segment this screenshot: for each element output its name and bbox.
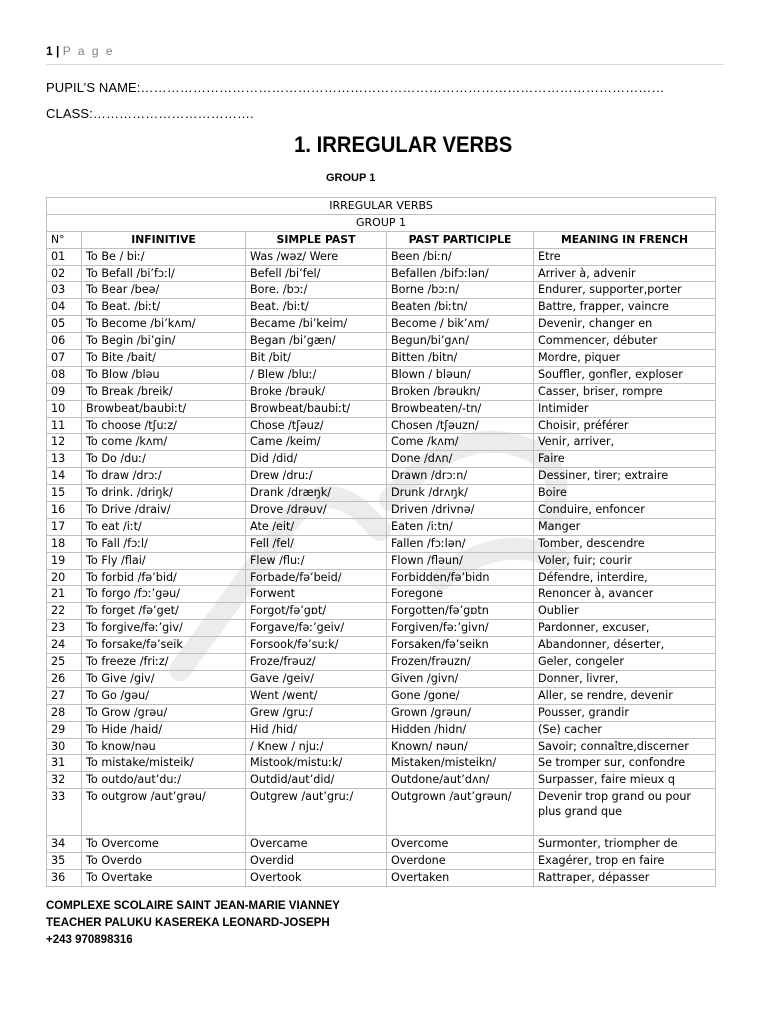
verb-past-participle: Outdone/aut’dʌn/ xyxy=(387,772,534,789)
table-row xyxy=(47,637,716,654)
verb-simple-past: Forsook/fə’suːk/ xyxy=(246,637,387,654)
verb-simple-past: Fell /fel/ xyxy=(246,535,387,552)
verb-simple-past: / Blew /bluː/ xyxy=(246,366,387,383)
verb-meaning-french: Voler, fuir; courir xyxy=(534,552,716,569)
page-label: P a g e xyxy=(62,44,115,58)
verb-past-participle: Forbidden/fə’bidn xyxy=(387,569,534,586)
verb-past-participle: Become / bik’ʌm/ xyxy=(387,316,534,333)
verb-past-participle: Bitten /bitn/ xyxy=(387,350,534,367)
verb-meaning-french: Pousser, grandir xyxy=(534,704,716,721)
verb-number: 05 xyxy=(47,316,82,333)
verb-infinitive: To draw /drɔː/ xyxy=(82,468,246,485)
table-caption: IRREGULAR VERBS xyxy=(47,198,716,215)
verb-number: 10 xyxy=(47,400,82,417)
verb-past-participle: Hidden /hidn/ xyxy=(387,721,534,738)
verb-simple-past: Chose /tʃəuz/ xyxy=(246,417,387,434)
verb-meaning-french: Devenir trop grand ou pour plus grand que xyxy=(534,789,716,836)
verb-infinitive: To choose /tʃuːz/ xyxy=(82,417,246,434)
verb-number: 01 xyxy=(47,248,82,265)
col-header-infinitive: INFINITIVE xyxy=(82,231,246,248)
verb-number: 11 xyxy=(47,417,82,434)
verb-meaning-french: Devenir, changer en xyxy=(534,316,716,333)
verb-number: 12 xyxy=(47,434,82,451)
table-row xyxy=(47,451,716,468)
verb-simple-past: Overdid xyxy=(246,853,387,870)
verb-past-participle: Flown /fləun/ xyxy=(387,552,534,569)
col-header-number: N° xyxy=(47,231,82,248)
verb-meaning-french: Manger xyxy=(534,518,716,535)
verb-past-participle: Chosen /tʃəuzn/ xyxy=(387,417,534,434)
verb-past-participle: Grown /grəun/ xyxy=(387,704,534,721)
verb-simple-past: Outgrew /aut’gruː/ xyxy=(246,789,387,836)
table-row xyxy=(47,485,716,502)
verb-meaning-french: Battre, frapper, vaincre xyxy=(534,299,716,316)
verb-number: 32 xyxy=(47,772,82,789)
verb-number: 31 xyxy=(47,755,82,772)
table-row xyxy=(47,670,716,687)
verb-simple-past: Outdid/aut’did/ xyxy=(246,772,387,789)
table-body xyxy=(47,248,716,886)
verb-infinitive: To Befall /bi’fɔːl/ xyxy=(82,265,246,282)
verb-past-participle: Browbeaten/-tn/ xyxy=(387,400,534,417)
verb-number: 34 xyxy=(47,836,82,853)
table-group: GROUP 1 xyxy=(47,214,716,231)
verb-past-participle: Given /givn/ xyxy=(387,670,534,687)
verb-number: 25 xyxy=(47,654,82,671)
verb-simple-past: Forgave/fəː’geiv/ xyxy=(246,620,387,637)
verb-number: 36 xyxy=(47,869,82,886)
verb-infinitive: To Be / biː/ xyxy=(82,248,246,265)
verb-past-participle: Drunk /drʌŋk/ xyxy=(387,485,534,502)
verb-infinitive: To mistake/misteik/ xyxy=(82,755,246,772)
verb-infinitive: To Go /gəu/ xyxy=(82,687,246,704)
verb-simple-past: Did /did/ xyxy=(246,451,387,468)
verb-infinitive: Browbeat/baubiːt/ xyxy=(82,400,246,417)
table-row xyxy=(47,468,716,485)
verb-infinitive: To Drive /draiv/ xyxy=(82,502,246,519)
table-row xyxy=(47,316,716,333)
col-header-meaning-french: MEANING IN FRENCH xyxy=(534,231,716,248)
verb-simple-past: Was /wəz/ Were xyxy=(246,248,387,265)
verb-number: 33 xyxy=(47,789,82,836)
verb-past-participle: Forgotten/fə’gɒtn xyxy=(387,603,534,620)
verb-simple-past: Bit /bit/ xyxy=(246,350,387,367)
verb-infinitive: To freeze /friːz/ xyxy=(82,654,246,671)
verb-meaning-french: Aller, se rendre, devenir xyxy=(534,687,716,704)
verb-past-participle: Begun/bi’gʌn/ xyxy=(387,333,534,350)
verb-infinitive: To Fall /fɔːl/ xyxy=(82,535,246,552)
table-row xyxy=(47,853,716,870)
verb-past-participle: Come /kʌm/ xyxy=(387,434,534,451)
verb-simple-past: Befell /bi’fel/ xyxy=(246,265,387,282)
verb-meaning-french: Surpasser, faire mieux q xyxy=(534,772,716,789)
verb-number: 04 xyxy=(47,299,82,316)
irregular-verbs-table xyxy=(46,197,716,887)
table-row xyxy=(47,772,716,789)
verb-number: 19 xyxy=(47,552,82,569)
table-row xyxy=(47,282,716,299)
verb-simple-past: / Knew / njuː/ xyxy=(246,738,387,755)
verb-infinitive: To Overdo xyxy=(82,853,246,870)
table-row xyxy=(47,755,716,772)
verb-number: 29 xyxy=(47,721,82,738)
table-row xyxy=(47,383,716,400)
verb-meaning-french: Boire xyxy=(534,485,716,502)
verb-past-participle: Gone /gone/ xyxy=(387,687,534,704)
verb-meaning-french: Conduire, enfoncer xyxy=(534,502,716,519)
verb-number: 35 xyxy=(47,853,82,870)
verb-infinitive: To forsake/fə’seik xyxy=(82,637,246,654)
verb-meaning-french: Donner, livrer, xyxy=(534,670,716,687)
col-header-past-participle: PAST PARTICIPLE xyxy=(387,231,534,248)
verb-past-participle: Known/ nəun/ xyxy=(387,738,534,755)
table-row xyxy=(47,299,716,316)
verb-number: 13 xyxy=(47,451,82,468)
verb-number: 17 xyxy=(47,518,82,535)
verb-past-participle: Overtaken xyxy=(387,869,534,886)
verb-meaning-french: Pardonner, excuser, xyxy=(534,620,716,637)
verb-simple-past: Came /keim/ xyxy=(246,434,387,451)
verb-meaning-french: Casser, briser, rompre xyxy=(534,383,716,400)
class-line: CLASS:………………………………. xyxy=(46,106,254,121)
verb-infinitive: To forgive/fəː’giv/ xyxy=(82,620,246,637)
verb-past-participle: Eaten /iːtn/ xyxy=(387,518,534,535)
verb-number: 16 xyxy=(47,502,82,519)
verb-infinitive: To forget /fə’get/ xyxy=(82,603,246,620)
verb-meaning-french: Arriver à, advenir xyxy=(534,265,716,282)
verb-meaning-french: Abandonner, déserter, xyxy=(534,637,716,654)
page-header xyxy=(46,44,724,65)
verb-infinitive: To Hide /haid/ xyxy=(82,721,246,738)
verb-infinitive: To Bite /bait/ xyxy=(82,350,246,367)
verb-simple-past: Became /bi’keim/ xyxy=(246,316,387,333)
verb-number: 26 xyxy=(47,670,82,687)
verb-simple-past: Hid /hid/ xyxy=(246,721,387,738)
verb-past-participle: Mistaken/misteikn/ xyxy=(387,755,534,772)
verb-infinitive: To Bear /beə/ xyxy=(82,282,246,299)
page-number: 1 xyxy=(46,44,53,58)
table-row xyxy=(47,265,716,282)
verb-infinitive: To forbid /fə’bid/ xyxy=(82,569,246,586)
table-row xyxy=(47,620,716,637)
verb-simple-past: Flew /fluː/ xyxy=(246,552,387,569)
verb-infinitive: To drink. /driŋk/ xyxy=(82,485,246,502)
table-row xyxy=(47,738,716,755)
verb-number: 21 xyxy=(47,586,82,603)
verb-infinitive: To Overcome xyxy=(82,836,246,853)
table-row xyxy=(47,434,716,451)
verb-number: 07 xyxy=(47,350,82,367)
verb-number: 02 xyxy=(47,265,82,282)
verb-infinitive: To Begin /bi’gin/ xyxy=(82,333,246,350)
table-row xyxy=(47,569,716,586)
verb-past-participle: Frozen/frəuzn/ xyxy=(387,654,534,671)
verb-meaning-french: Mordre, piquer xyxy=(534,350,716,367)
table-row xyxy=(47,603,716,620)
verb-past-participle: Forgiven/fəː’givn/ xyxy=(387,620,534,637)
phone-number: +243 970898316 xyxy=(46,934,133,946)
table-row xyxy=(47,535,716,552)
verb-infinitive: To Beat. /biːt/ xyxy=(82,299,246,316)
verb-infinitive: To come /kʌm/ xyxy=(82,434,246,451)
verb-meaning-french: Rattraper, dépasser xyxy=(534,869,716,886)
verb-past-participle: Driven /drivnə/ xyxy=(387,502,534,519)
verb-meaning-french: Exagérer, trop en faire xyxy=(534,853,716,870)
verb-number: 08 xyxy=(47,366,82,383)
verb-meaning-french: Faire xyxy=(534,451,716,468)
verb-simple-past: Overtook xyxy=(246,869,387,886)
verb-number: 03 xyxy=(47,282,82,299)
verb-past-participle: Overcome xyxy=(387,836,534,853)
verb-past-participle: Borne /bɔːn/ xyxy=(387,282,534,299)
verb-simple-past: Drove /drəuv/ xyxy=(246,502,387,519)
verb-meaning-french: Tomber, descendre xyxy=(534,535,716,552)
verb-simple-past: Froze/frəuz/ xyxy=(246,654,387,671)
verb-past-participle: Broken /brəukn/ xyxy=(387,383,534,400)
verb-past-participle: Been /biːn/ xyxy=(387,248,534,265)
verb-number: 14 xyxy=(47,468,82,485)
verb-infinitive: To outdo/aut’duː/ xyxy=(82,772,246,789)
verb-meaning-french: Défendre, interdire, xyxy=(534,569,716,586)
verb-number: 09 xyxy=(47,383,82,400)
table-row xyxy=(47,400,716,417)
table-row xyxy=(47,333,716,350)
col-header-simple-past: SIMPLE PAST xyxy=(246,231,387,248)
verb-past-participle: Drawn /drɔːn/ xyxy=(387,468,534,485)
table-row xyxy=(47,789,716,836)
table-row xyxy=(47,502,716,519)
verb-simple-past: Forwent xyxy=(246,586,387,603)
verb-meaning-french: Endurer, supporter,porter xyxy=(534,282,716,299)
table-row xyxy=(47,836,716,853)
verb-meaning-french: Commencer, débuter xyxy=(534,333,716,350)
verb-past-participle: Beaten /biːtn/ xyxy=(387,299,534,316)
verb-infinitive: To outgrow /aut’grəu/ xyxy=(82,789,246,836)
pupil-name-line: PUPIL’S NAME:………………………………………………………………………………………………………… xyxy=(46,80,665,95)
table-row xyxy=(47,350,716,367)
verb-meaning-french: Surmonter, triompher de xyxy=(534,836,716,853)
verb-simple-past: Broke /brəuk/ xyxy=(246,383,387,400)
verb-meaning-french: Se tromper sur, confondre xyxy=(534,755,716,772)
verb-simple-past: Beat. /biːt/ xyxy=(246,299,387,316)
footer xyxy=(46,898,340,949)
verb-number: 27 xyxy=(47,687,82,704)
table-row xyxy=(47,248,716,265)
verb-simple-past: Gave /geiv/ xyxy=(246,670,387,687)
verb-past-participle: Blown / bləun/ xyxy=(387,366,534,383)
table-row xyxy=(47,869,716,886)
verb-infinitive: To Do /duː/ xyxy=(82,451,246,468)
verb-infinitive: To forgo /fɔː’gəu/ xyxy=(82,586,246,603)
verb-infinitive: To Blow /bləu xyxy=(82,366,246,383)
verb-meaning-french: Etre xyxy=(534,248,716,265)
verb-meaning-french: Choisir, préférer xyxy=(534,417,716,434)
verb-number: 06 xyxy=(47,333,82,350)
verb-simple-past: Ate /eit/ xyxy=(246,518,387,535)
verb-past-participle: Foregone xyxy=(387,586,534,603)
verb-meaning-french: (Se) cacher xyxy=(534,721,716,738)
school-name: COMPLEXE SCOLAIRE SAINT JEAN-MARIE VIANNEY xyxy=(46,900,340,912)
verb-number: 28 xyxy=(47,704,82,721)
verb-simple-past: Went /went/ xyxy=(246,687,387,704)
verb-infinitive: To Break /breik/ xyxy=(82,383,246,400)
page-title: 1. IRREGULAR VERBS xyxy=(294,132,513,157)
table-row xyxy=(47,704,716,721)
verb-number: 15 xyxy=(47,485,82,502)
verb-infinitive: To know/nəu xyxy=(82,738,246,755)
verb-number: 23 xyxy=(47,620,82,637)
verb-infinitive: To Become /bi’kʌm/ xyxy=(82,316,246,333)
verb-number: 22 xyxy=(47,603,82,620)
verb-number: 18 xyxy=(47,535,82,552)
verb-simple-past: Browbeat/baubiːt/ xyxy=(246,400,387,417)
verb-number: 20 xyxy=(47,569,82,586)
verb-simple-past: Overcame xyxy=(246,836,387,853)
table-row xyxy=(47,417,716,434)
verb-simple-past: Forgot/fə’gɒt/ xyxy=(246,603,387,620)
verb-past-participle: Forsaken/fə’seikn xyxy=(387,637,534,654)
verb-simple-past: Began /bi’gæn/ xyxy=(246,333,387,350)
verb-meaning-french: Venir, arriver, xyxy=(534,434,716,451)
verb-past-participle: Befallen /bifɔːlən/ xyxy=(387,265,534,282)
table-row xyxy=(47,687,716,704)
verb-infinitive: To Overtake xyxy=(82,869,246,886)
verb-simple-past: Drew /druː/ xyxy=(246,468,387,485)
verb-number: 24 xyxy=(47,637,82,654)
verb-past-participle: Overdone xyxy=(387,853,534,870)
verb-past-participle: Done /dʌn/ xyxy=(387,451,534,468)
table-row xyxy=(47,721,716,738)
verb-simple-past: Mistook/mistuːk/ xyxy=(246,755,387,772)
verb-meaning-french: Savoir; connaître,discerner xyxy=(534,738,716,755)
table-row xyxy=(47,654,716,671)
verb-infinitive: To eat /iːt/ xyxy=(82,518,246,535)
verb-meaning-french: Souffler, gonfler, exploser xyxy=(534,366,716,383)
teacher-name: TEACHER PALUKU KASEREKA LEONARD-JOSEPH xyxy=(46,917,330,929)
table-row xyxy=(47,518,716,535)
verb-infinitive: To Fly /flai/ xyxy=(82,552,246,569)
verb-meaning-french: Dessiner, tirer; extraire xyxy=(534,468,716,485)
verb-meaning-french: Renoncer à, avancer xyxy=(534,586,716,603)
verb-meaning-french: Geler, congeler xyxy=(534,654,716,671)
verb-simple-past: Forbade/fə’beid/ xyxy=(246,569,387,586)
verb-past-participle: Outgrown /aut’grəun/ xyxy=(387,789,534,836)
verb-simple-past: Grew /gruː/ xyxy=(246,704,387,721)
table-row xyxy=(47,586,716,603)
table-row xyxy=(47,552,716,569)
verb-meaning-french: Intimider xyxy=(534,400,716,417)
verb-simple-past: Bore. /bɔː/ xyxy=(246,282,387,299)
verb-number: 30 xyxy=(47,738,82,755)
verb-infinitive: To Give /giv/ xyxy=(82,670,246,687)
verb-simple-past: Drank /dræŋk/ xyxy=(246,485,387,502)
verb-meaning-french: Oublier xyxy=(534,603,716,620)
page-subtitle: GROUP 1 xyxy=(326,172,376,184)
verb-infinitive: To Grow /grəu/ xyxy=(82,704,246,721)
page-separator: | xyxy=(56,44,60,58)
table-row xyxy=(47,366,716,383)
verb-past-participle: Fallen /fɔːlən/ xyxy=(387,535,534,552)
